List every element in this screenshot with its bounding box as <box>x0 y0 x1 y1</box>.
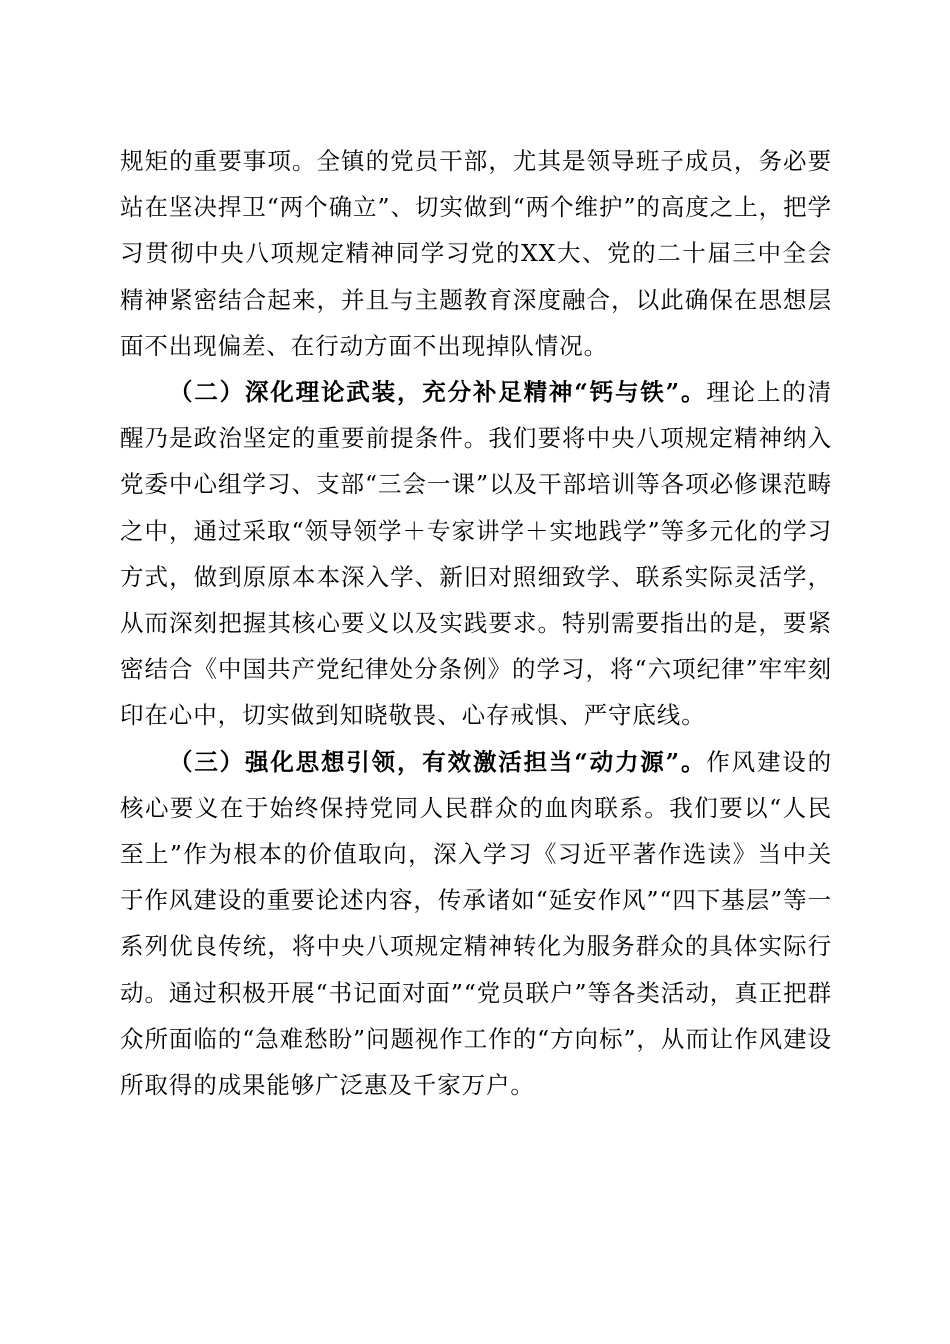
paragraph-section-3 <box>120 739 832 1109</box>
paragraph-continuation <box>120 138 832 369</box>
document-page <box>120 138 832 1108</box>
paragraph-section-2 <box>120 369 832 739</box>
section-heading: （二）深化理论武装，充分补足精神“钙与铁”。 <box>169 378 707 407</box>
paragraph-body: 规矩的重要事项。全镇的党员干部，尤其是领导班子成员，务必要站在坚决捍卫“两个确立”、切实做到“两个维护”的高度之上，把学习贯彻中央八项规定精神同学习党的XX大、党的二十届三中全会精神紧密结合起来，并且与主题教育深度融合，以此确保在思想层面不出现偏差、在行动方面不出现掉队情况。 <box>120 147 832 360</box>
paragraph-body: 理论上的清醒乃是政治坚定的重要前提条件。我们要将中央八项规定精神纳入党委中心组学习、支部“三会一课”以及干部培训等各项必修课范畴之中，通过采取“领导领学＋专家讲学＋实地践学”等多元化的学习方式，做到原原本本深入学、新旧对照细致学、联系实际灵活学，从而深刻把握其核心要义以及实践要求。特别需要指出的是，要紧密结合《中国共产党纪律处分条例》的学习，将“六项纪律”牢牢刻印在心中，切实做到知晓敬畏、心存戒惧、严守底线。 <box>120 378 832 730</box>
paragraph-body: 作风建设的核心要义在于始终保持党同人民群众的血肉联系。我们要以“人民至上”作为根本的价值取向，深入学习《习近平著作选读》当中关于作风建设的重要论述内容，传承诸如“延安作风”“四下基层”等一系列优良传统，将中央八项规定精神转化为服务群众的具体实际行动。通过积极开展“书记面对面”“党员联户”等各类活动，真正把群众所面临的“急难愁盼”问题视作工作的“方向标”，从而让作风建设所取得的成果能够广泛惠及千家万户。 <box>120 747 832 1100</box>
section-heading: （三）强化思想引领，有效激活担当“动力源”。 <box>169 747 707 776</box>
